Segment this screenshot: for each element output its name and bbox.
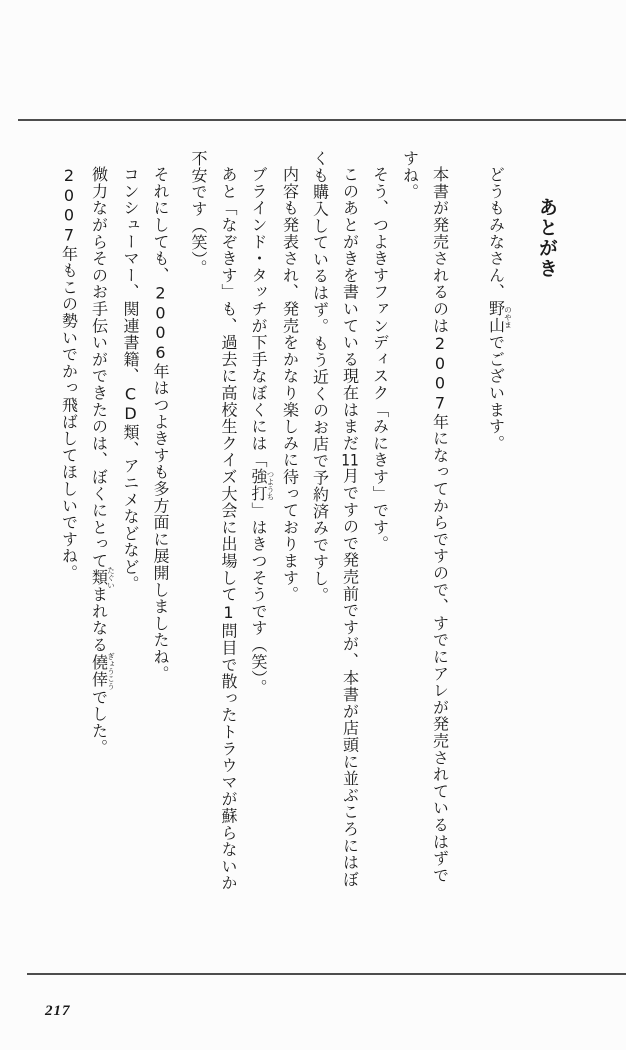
bottom-rule [27, 973, 626, 975]
afterword-paragraph: どうもみなさん、野山のやまでございます。 [486, 166, 513, 452]
afterword-paragraph: それにしても、2006年はつよきすも多方面に展開しましたね。 [151, 166, 170, 683]
furigana-ruby: 強打つようち [249, 468, 275, 503]
afterword-text [54, 150, 568, 895]
afterword-title: あとがき [536, 197, 558, 279]
top-rule [18, 119, 626, 121]
tatechuyoko-number: 11 [341, 451, 359, 468]
afterword-paragraphs [54, 150, 513, 895]
upright-number: 1 [219, 602, 238, 623]
afterword-paragraph: 本書が発売されるのは2007年になってからですので、すでにアレが発売されているはずですね。 [400, 150, 450, 884]
upright-number: 2006 [151, 283, 170, 363]
afterword-paragraph: あと「なぞきす」も、過去に高校生クイズ大会に出場して1問目で散ったトラウマが蘇らないか不安です（笑）。 [189, 150, 238, 892]
furigana-ruby: 僥倖ぎょうこう [89, 652, 116, 690]
afterword-paragraph: コンシューマー、関連書籍、CD類、アニメなどなど。 [121, 166, 140, 593]
page-number: 217 [45, 1003, 71, 1019]
furigana-ruby: 類たぐい [89, 566, 116, 589]
furigana-ruby: 野山のやま [486, 300, 513, 335]
upright-number: 2007 [59, 166, 79, 246]
afterword-paragraph: 微力ながらそのお手伝いができたのは、ぼくにとって類たぐいまれなる僥倖ぎょうこうでした。 [89, 166, 116, 756]
upright-number: 2007 [430, 334, 450, 414]
afterword-paragraph: このあとがきを書いている現在はまだ11月ですので発売前ですが、本書が店頭に並ぶころにはぼくも購入しているはず。もう近くのお店で予約済みですし。 [310, 150, 360, 888]
afterword-paragraph: 2007年もこの勢いでかっ飛ばしてほしいですね。 [59, 166, 79, 582]
upright-number: CD [121, 384, 140, 425]
afterword-paragraph: 内容も発表され、発売をかなり楽しみに待っております。 [280, 166, 300, 603]
afterword-paragraph: ブラインド・タッチが下手なぼくには「強打つようち」はきつそうです（笑）。 [249, 166, 275, 696]
afterword-paragraph: そう、つよきすファンディスク「みにきす」です。 [370, 166, 390, 553]
